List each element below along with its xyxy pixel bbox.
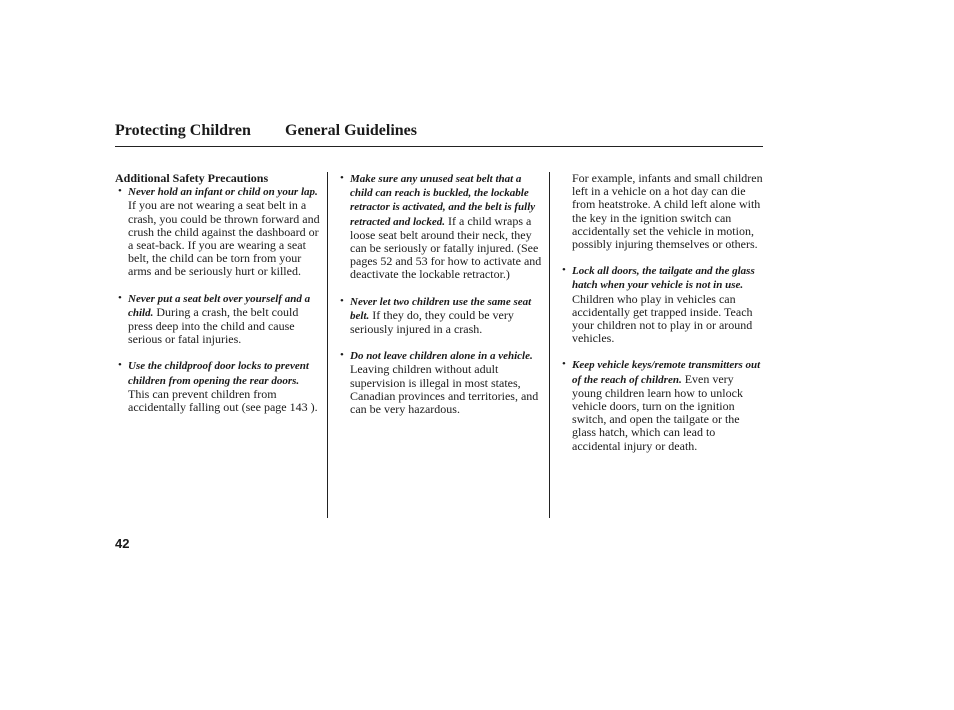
item-text: During a crash, the belt could press deep into the child and cause serious or fatal injuries. <box>128 304 299 347</box>
bullet-icon: • <box>340 294 344 307</box>
bullet-icon: • <box>118 359 122 372</box>
list-item <box>115 292 322 347</box>
list-item <box>115 185 322 278</box>
column-3 <box>559 172 764 466</box>
page-number: 42 <box>115 536 130 551</box>
list-item <box>337 349 542 416</box>
item-text: If they do, they could be very seriously injured in a crash. <box>350 307 514 337</box>
list-item <box>115 359 322 414</box>
section-title: Protecting Children <box>115 122 251 139</box>
item-text: If you are not wearing a seat belt in a crash, you could be thrown forward and crush the child against the dashboard or a seat-back. If you are wearing a seat belt, the child can be torn from your arms and be seriously hurt or killed. <box>128 198 320 279</box>
bullet-icon: • <box>340 172 344 184</box>
item-lead: Never let two children use the same seat belt. <box>350 295 532 322</box>
intro-paragraph: For example, infants and small children left in a vehicle on a hot day can die from heatstroke. A child left alone with the key in the ignition switch can accidentally set the vehicle in motion, possibly injuring themselves or others. <box>572 171 763 252</box>
bullet-icon: • <box>562 264 566 277</box>
column-2 <box>337 172 542 429</box>
list-item <box>559 264 764 345</box>
bullet-icon: • <box>118 185 122 198</box>
bullet-icon: • <box>118 291 122 304</box>
bullet-icon: • <box>562 358 566 371</box>
list-item <box>337 172 542 282</box>
list-item <box>559 358 764 452</box>
item-lead: Use the childproof door locks to prevent children from opening the rear doors. <box>128 360 309 387</box>
item-lead: Lock all doors, the tailgate and the glass hatch when your vehicle is not in use. <box>572 265 755 292</box>
item-text: If a child wraps a loose seat belt around their neck, they can be seriously or fatally injured. (See pages 52 and 53 for how to activate and deactivate the lockable retractor.) <box>350 213 542 282</box>
bullet-icon: • <box>340 349 344 362</box>
column-1 <box>115 172 322 427</box>
column-divider-1 <box>327 172 328 518</box>
item-text: Children who play in vehicles can accidentally get trapped inside. Teach your children not to play in or around vehicles. <box>572 291 753 346</box>
item-lead: Do not leave children alone in a vehicle. <box>350 350 533 363</box>
item-text: Leaving children without adult supervision is illegal in most states, Canadian provinces and territories, and can be very hazardous. <box>350 362 539 417</box>
column-divider-2 <box>549 172 550 518</box>
item-lead: Keep vehicle keys/remote transmitters out of the reach of children. <box>572 359 761 386</box>
subsection-title: General Guidelines <box>285 122 417 139</box>
subsection-heading: Additional Safety Precautions <box>115 171 269 185</box>
item-lead: Make sure any unused seat belt that a child can reach is buckled, the lockable retractor is activated, and the belt is fully retracted and locked. <box>350 173 536 228</box>
item-lead: Never put a seat belt over yourself and a child. <box>128 292 311 319</box>
item-text: This can prevent children from accidentally falling out (see page 143 ). <box>128 386 318 415</box>
item-lead: Never hold an infant or child on your lap. <box>128 186 318 199</box>
item-text: Even very young children learn how to unlock vehicle doors, turn on the ignition switch, and open the tailgate or the glass hatch, which can lead to accidental injury or death. <box>572 371 743 453</box>
page-header <box>115 122 763 147</box>
list-item <box>337 295 542 337</box>
